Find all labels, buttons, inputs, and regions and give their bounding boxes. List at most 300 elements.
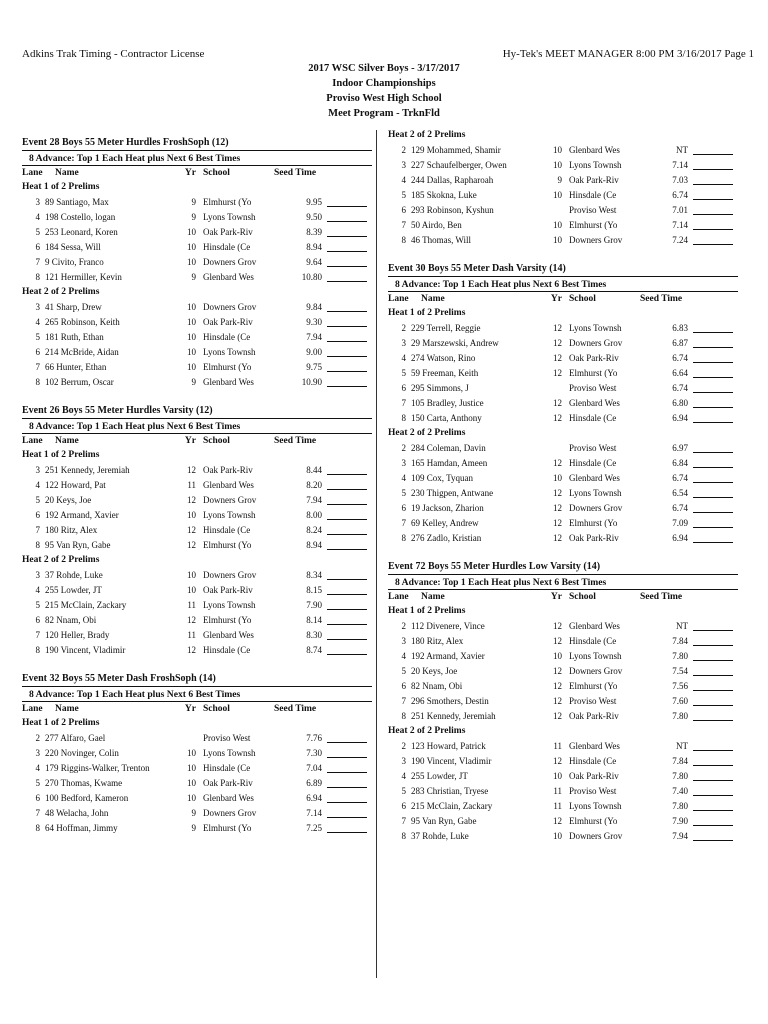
entry-year: 12: [187, 465, 196, 475]
entry-name: 181 Ruth, Ethan: [45, 332, 104, 342]
column-header-yr: Yr: [184, 704, 196, 714]
entry-school: Lyons Townsh: [203, 748, 256, 758]
entry-lane: 6: [35, 347, 40, 357]
entry-year: 10: [553, 473, 562, 483]
column-header-row: [22, 166, 372, 180]
column-header-row: [22, 434, 372, 448]
entry-school: Elmhurst (Yo: [569, 816, 618, 826]
entry-name: 179 Riggins-Walker, Trenton: [45, 763, 150, 773]
entry-row: [388, 321, 738, 336]
entry-year: 10: [187, 763, 196, 773]
event-title: Event 32 Boys 55 Meter Dash FroshSoph (14): [22, 672, 372, 687]
result-blank-line: [327, 832, 367, 833]
result-blank-line: [693, 497, 733, 498]
entry-lane: 7: [35, 362, 40, 372]
event-block: [388, 128, 738, 248]
entry-row: [22, 776, 372, 791]
entry-school: Hinsdale (Ce: [203, 242, 251, 252]
result-blank-line: [693, 407, 733, 408]
entry-name: 20 Keys, Joe: [411, 666, 458, 676]
entry-lane: 3: [35, 570, 40, 580]
result-blank-line: [693, 765, 733, 766]
result-blank-line: [693, 332, 733, 333]
entry-name: 109 Cox, Tyquan: [411, 473, 473, 483]
entry-lane: 3: [401, 458, 406, 468]
entry-seed-time: 7.14: [306, 808, 322, 818]
heat-label: Heat 1 of 2 Prelims: [22, 182, 100, 192]
entry-year: 11: [553, 786, 562, 796]
result-blank-line: [693, 840, 733, 841]
entry-row: [388, 336, 738, 351]
entry-school: Downers Grov: [569, 235, 623, 245]
entry-name: 41 Sharp, Drew: [45, 302, 102, 312]
entry-year: 10: [553, 190, 562, 200]
result-blank-line: [693, 675, 733, 676]
entry-seed-time: 7.84: [672, 636, 688, 646]
entry-row: [388, 441, 738, 456]
entry-name: 229 Terrell, Reggie: [411, 323, 481, 333]
entry-row: [22, 375, 372, 390]
result-blank-line: [693, 362, 733, 363]
entry-school: Elmhurst (Yo: [203, 197, 252, 207]
entry-seed-time: 7.25: [306, 823, 322, 833]
entry-seed-time: 8.34: [306, 570, 322, 580]
entry-lane: 8: [401, 533, 406, 543]
entry-seed-time: 6.74: [672, 353, 688, 363]
entry-name: 95 Van Ryn, Gabe: [411, 816, 477, 826]
entry-school: Oak Park-Riv: [569, 771, 619, 781]
column-header-yr: Yr: [184, 436, 196, 446]
entry-seed-time: NT: [676, 145, 688, 155]
column-header-school: School: [569, 294, 596, 304]
entry-row: [22, 628, 372, 643]
result-blank-line: [327, 251, 367, 252]
entry-school: Elmhurst (Yo: [569, 681, 618, 691]
entry-name: 46 Thomas, Will: [411, 235, 472, 245]
entry-row: [22, 255, 372, 270]
result-blank-line: [327, 326, 367, 327]
entry-name: 284 Coleman, Davin: [411, 443, 486, 453]
entry-lane: 6: [401, 681, 406, 691]
heat-label: Heat 2 of 2 Prelims: [22, 555, 100, 565]
entry-school: Proviso West: [569, 383, 617, 393]
result-blank-line: [693, 645, 733, 646]
event-block: [22, 404, 372, 658]
result-blank-line: [327, 504, 367, 505]
entry-year: 12: [553, 458, 562, 468]
entry-seed-time: 6.74: [672, 383, 688, 393]
entry-school: Proviso West: [569, 696, 617, 706]
entry-name: 293 Robinson, Kyshun: [411, 205, 494, 215]
column-header-name: Name: [55, 704, 79, 714]
entry-name: 192 Armand, Xavier: [45, 510, 119, 520]
entry-row: [22, 538, 372, 553]
result-blank-line: [693, 720, 733, 721]
entry-seed-time: 7.04: [306, 763, 322, 773]
entry-school: Oak Park-Riv: [203, 227, 253, 237]
entry-lane: 4: [401, 175, 406, 185]
event-block: [22, 672, 372, 836]
entry-name: 190 Vincent, Vladimir: [411, 756, 492, 766]
entry-lane: 4: [35, 763, 40, 773]
entry-lane: 7: [35, 525, 40, 535]
entry-row: [22, 225, 372, 240]
result-blank-line: [327, 594, 367, 595]
entry-school: Downers Grov: [203, 570, 257, 580]
result-blank-line: [693, 660, 733, 661]
entry-name: 220 Novinger, Colin: [45, 748, 119, 758]
entry-lane: 3: [35, 197, 40, 207]
entry-name: 82 Nnam, Obi: [411, 681, 463, 691]
entry-year: 11: [553, 741, 562, 751]
entry-school: Hinsdale (Ce: [203, 645, 251, 655]
entry-school: Glenbard Wes: [203, 793, 254, 803]
entry-name: 89 Santiago, Max: [45, 197, 109, 207]
result-blank-line: [693, 169, 733, 170]
entry-row: [388, 784, 738, 799]
entry-year: 10: [187, 227, 196, 237]
entry-year: 9: [191, 377, 196, 387]
meet-titles: [0, 61, 768, 121]
entry-lane: 7: [401, 518, 406, 528]
entry-name: 227 Schaufelberger, Owen: [411, 160, 507, 170]
entry-lane: 2: [35, 733, 40, 743]
right-column: [388, 128, 738, 858]
column-header-name: Name: [55, 168, 79, 178]
entry-name: 59 Freeman, Keith: [411, 368, 479, 378]
entry-school: Lyons Townsh: [203, 347, 256, 357]
result-blank-line: [327, 549, 367, 550]
entry-seed-time: 6.74: [672, 190, 688, 200]
result-blank-line: [327, 281, 367, 282]
entry-name: 129 Mohammed, Shamir: [411, 145, 501, 155]
entry-year: 9: [557, 175, 562, 185]
entry-row: [388, 188, 738, 203]
entry-year: 12: [553, 368, 562, 378]
entry-row: [388, 516, 738, 531]
entry-name: 165 Hamdan, Ameen: [411, 458, 488, 468]
entry-lane: 5: [401, 786, 406, 796]
entry-lane: 2: [401, 323, 406, 333]
entry-school: Downers Grov: [203, 808, 257, 818]
entry-school: Glenbard Wes: [569, 398, 620, 408]
entry-seed-time: 7.76: [306, 733, 322, 743]
heat-label: Heat 1 of 2 Prelims: [388, 308, 466, 318]
entry-seed-time: 6.84: [672, 458, 688, 468]
entry-year: 12: [553, 323, 562, 333]
entry-seed-time: 10.80: [301, 272, 322, 282]
entry-name: 95 Van Ryn, Gabe: [45, 540, 111, 550]
column-header-school: School: [203, 704, 230, 714]
entry-row: [22, 463, 372, 478]
entry-year: 12: [553, 636, 562, 646]
entry-row: [22, 508, 372, 523]
entry-lane: 5: [35, 495, 40, 505]
entry-year: 10: [553, 145, 562, 155]
entry-name: 274 Watson, Rino: [411, 353, 476, 363]
entry-school: Elmhurst (Yo: [569, 220, 618, 230]
entry-school: Lyons Townsh: [569, 801, 622, 811]
column-header-yr: Yr: [184, 168, 196, 178]
entry-school: Oak Park-Riv: [203, 778, 253, 788]
entry-school: Glenbard Wes: [203, 480, 254, 490]
entry-lane: 5: [401, 190, 406, 200]
result-blank-line: [693, 825, 733, 826]
entry-year: 9: [191, 808, 196, 818]
result-blank-line: [693, 214, 733, 215]
result-blank-line: [327, 341, 367, 342]
entry-lane: 3: [35, 748, 40, 758]
entry-lane: 6: [401, 205, 406, 215]
result-blank-line: [327, 624, 367, 625]
entry-seed-time: 6.80: [672, 398, 688, 408]
entry-year: 10: [553, 235, 562, 245]
entry-name: 230 Thigpen, Antwane: [411, 488, 494, 498]
entry-seed-time: 6.89: [306, 778, 322, 788]
entry-row: [388, 351, 738, 366]
meet-subtitle: Indoor Championships: [332, 78, 436, 89]
entry-lane: 7: [35, 257, 40, 267]
entry-year: 12: [553, 816, 562, 826]
entry-school: Oak Park-Riv: [569, 175, 619, 185]
header-contractor-license: Adkins Trak Timing - Contractor License: [22, 48, 205, 60]
entry-row: [22, 791, 372, 806]
result-blank-line: [693, 244, 733, 245]
event-block: [388, 560, 738, 844]
entry-lane: 8: [35, 272, 40, 282]
entry-school: Glenbard Wes: [203, 272, 254, 282]
entry-seed-time: 9.64: [306, 257, 322, 267]
entry-school: Lyons Townsh: [203, 510, 256, 520]
entry-lane: 3: [401, 160, 406, 170]
entry-year: 12: [553, 518, 562, 528]
entry-seed-time: 6.54: [672, 488, 688, 498]
entry-name: 69 Kelley, Andrew: [411, 518, 479, 528]
entry-seed-time: 8.14: [306, 615, 322, 625]
entry-name: 37 Rohde, Luke: [45, 570, 103, 580]
result-blank-line: [693, 422, 733, 423]
entry-row: [388, 634, 738, 649]
entry-row: [22, 821, 372, 836]
entry-lane: 4: [35, 317, 40, 327]
heat-label: Heat 1 of 2 Prelims: [22, 450, 100, 460]
entry-school: Downers Grov: [569, 503, 623, 513]
entry-seed-time: 8.94: [306, 242, 322, 252]
entry-school: Downers Grov: [203, 302, 257, 312]
entry-seed-time: 7.01: [672, 205, 688, 215]
entry-row: [388, 814, 738, 829]
entry-school: Downers Grov: [569, 338, 623, 348]
entry-name: 121 Hermiller, Kevin: [45, 272, 122, 282]
entry-school: Oak Park-Riv: [203, 465, 253, 475]
entry-name: 296 Smothers, Destin: [411, 696, 489, 706]
entry-lane: 4: [401, 771, 406, 781]
entry-seed-time: 6.94: [672, 413, 688, 423]
entry-name: 251 Kennedy, Jeremiah: [411, 711, 496, 721]
entry-row: [22, 613, 372, 628]
entry-row: [388, 531, 738, 546]
entry-year: 11: [553, 801, 562, 811]
advance-rule: 8 Advance: Top 1 Each Heat plus Next 6 Best Times: [388, 575, 738, 590]
entry-name: 48 Welacha, John: [45, 808, 109, 818]
entry-lane: 7: [401, 816, 406, 826]
entry-school: Downers Grov: [203, 257, 257, 267]
entry-lane: 5: [35, 227, 40, 237]
entry-seed-time: 7.03: [672, 175, 688, 185]
entry-school: Hinsdale (Ce: [569, 458, 617, 468]
entry-seed-time: 6.94: [672, 533, 688, 543]
entry-school: Lyons Townsh: [569, 323, 622, 333]
column-header-name: Name: [55, 436, 79, 446]
entry-seed-time: 6.74: [672, 503, 688, 513]
entry-year: 12: [553, 413, 562, 423]
entry-name: 295 Simmons, J: [411, 383, 469, 393]
entry-seed-time: 10.90: [301, 377, 322, 387]
entry-row: [22, 493, 372, 508]
entry-year: 12: [187, 645, 196, 655]
event-title: Event 28 Boys 55 Meter Hurdles FroshSoph (12): [22, 136, 372, 151]
entry-seed-time: 7.24: [672, 235, 688, 245]
meet-program: Meet Program - TrknFld: [328, 108, 440, 119]
entry-school: Hinsdale (Ce: [569, 190, 617, 200]
entry-school: Downers Grov: [569, 831, 623, 841]
result-blank-line: [327, 236, 367, 237]
entry-lane: 7: [401, 220, 406, 230]
entry-row: [22, 195, 372, 210]
entry-lane: 8: [35, 645, 40, 655]
entry-year: 9: [191, 823, 196, 833]
result-blank-line: [327, 266, 367, 267]
entry-year: 10: [553, 160, 562, 170]
entry-name: 122 Howard, Pat: [45, 480, 106, 490]
entry-seed-time: 7.80: [672, 711, 688, 721]
entry-row: [22, 761, 372, 776]
entry-lane: 2: [401, 621, 406, 631]
result-blank-line: [693, 795, 733, 796]
column-header-seed: Seed Time: [274, 436, 317, 446]
entry-school: Glenbard Wes: [203, 377, 254, 387]
entry-year: 10: [187, 585, 196, 595]
entry-seed-time: 7.80: [672, 771, 688, 781]
entry-lane: 7: [401, 696, 406, 706]
entry-row: [22, 583, 372, 598]
entry-seed-time: 9.00: [306, 347, 322, 357]
entry-name: 198 Costello, logan: [45, 212, 116, 222]
result-blank-line: [693, 750, 733, 751]
entry-year: 10: [187, 778, 196, 788]
entry-row: [388, 456, 738, 471]
entry-lane: 7: [35, 808, 40, 818]
entry-lane: 4: [401, 473, 406, 483]
entry-seed-time: 6.97: [672, 443, 688, 453]
entry-seed-time: 9.84: [306, 302, 322, 312]
entry-row: [22, 330, 372, 345]
entry-row: [388, 233, 738, 248]
entry-row: [388, 694, 738, 709]
entry-name: 29 Marszewski, Andrew: [411, 338, 499, 348]
entry-row: [388, 471, 738, 486]
entry-year: 10: [187, 332, 196, 342]
column-header-yr: Yr: [550, 592, 562, 602]
entry-school: Glenbard Wes: [569, 473, 620, 483]
result-blank-line: [327, 221, 367, 222]
advance-rule: 8 Advance: Top 1 Each Heat plus Next 6 Best Times: [22, 687, 372, 702]
entry-row: [388, 664, 738, 679]
advance-rule: 8 Advance: Top 1 Each Heat plus Next 6 Best Times: [22, 151, 372, 166]
entry-lane: 8: [35, 540, 40, 550]
entry-lane: 8: [401, 711, 406, 721]
entry-row: [22, 270, 372, 285]
entry-year: 10: [553, 831, 562, 841]
result-blank-line: [693, 780, 733, 781]
entry-row: [22, 806, 372, 821]
entry-lane: 5: [35, 332, 40, 342]
entry-row: [22, 598, 372, 613]
entry-year: 10: [187, 317, 196, 327]
entry-name: 190 Vincent, Vladimir: [45, 645, 126, 655]
result-blank-line: [327, 609, 367, 610]
event-title: Event 30 Boys 55 Meter Dash Varsity (14): [388, 262, 738, 277]
entry-lane: 5: [35, 600, 40, 610]
result-blank-line: [327, 534, 367, 535]
entry-row: [388, 486, 738, 501]
entry-name: 265 Robinson, Keith: [45, 317, 120, 327]
entry-year: 10: [187, 748, 196, 758]
result-blank-line: [327, 802, 367, 803]
entry-lane: 5: [401, 488, 406, 498]
entry-seed-time: 8.74: [306, 645, 322, 655]
entry-name: 50 Airdo, Ben: [411, 220, 462, 230]
entry-seed-time: 7.09: [672, 518, 688, 528]
entry-row: [388, 829, 738, 844]
entry-seed-time: 7.84: [672, 756, 688, 766]
result-blank-line: [693, 154, 733, 155]
result-blank-line: [327, 787, 367, 788]
entry-lane: 4: [35, 585, 40, 595]
entry-row: [388, 411, 738, 426]
entry-name: 255 Lowder, JT: [45, 585, 102, 595]
entry-name: 100 Bedford, Kameron: [45, 793, 129, 803]
result-blank-line: [693, 482, 733, 483]
entry-seed-time: 7.80: [672, 801, 688, 811]
result-blank-line: [327, 371, 367, 372]
entry-school: Hinsdale (Ce: [569, 636, 617, 646]
entry-name: 180 Ritz, Alex: [411, 636, 464, 646]
entry-seed-time: 8.15: [306, 585, 322, 595]
entry-seed-time: 7.56: [672, 681, 688, 691]
heat-label: Heat 2 of 2 Prelims: [388, 726, 466, 736]
entry-year: 12: [553, 711, 562, 721]
entry-seed-time: 8.00: [306, 510, 322, 520]
entry-year: 12: [553, 353, 562, 363]
entry-row: [388, 769, 738, 784]
entry-seed-time: 9.95: [306, 197, 322, 207]
column-header-lane: Lane: [22, 168, 43, 178]
result-blank-line: [327, 579, 367, 580]
entry-name: 270 Thomas, Kwame: [45, 778, 123, 788]
result-blank-line: [693, 705, 733, 706]
result-blank-line: [693, 452, 733, 453]
entry-year: 12: [553, 503, 562, 513]
entry-row: [22, 210, 372, 225]
entry-school: Hinsdale (Ce: [203, 525, 251, 535]
entry-name: 184 Sessa, Will: [45, 242, 101, 252]
entry-name: 180 Ritz, Alex: [45, 525, 98, 535]
entry-name: 82 Nnam, Obi: [45, 615, 97, 625]
left-column: [22, 136, 372, 850]
heat-label: Heat 2 of 2 Prelims: [388, 130, 466, 140]
column-header-school: School: [569, 592, 596, 602]
